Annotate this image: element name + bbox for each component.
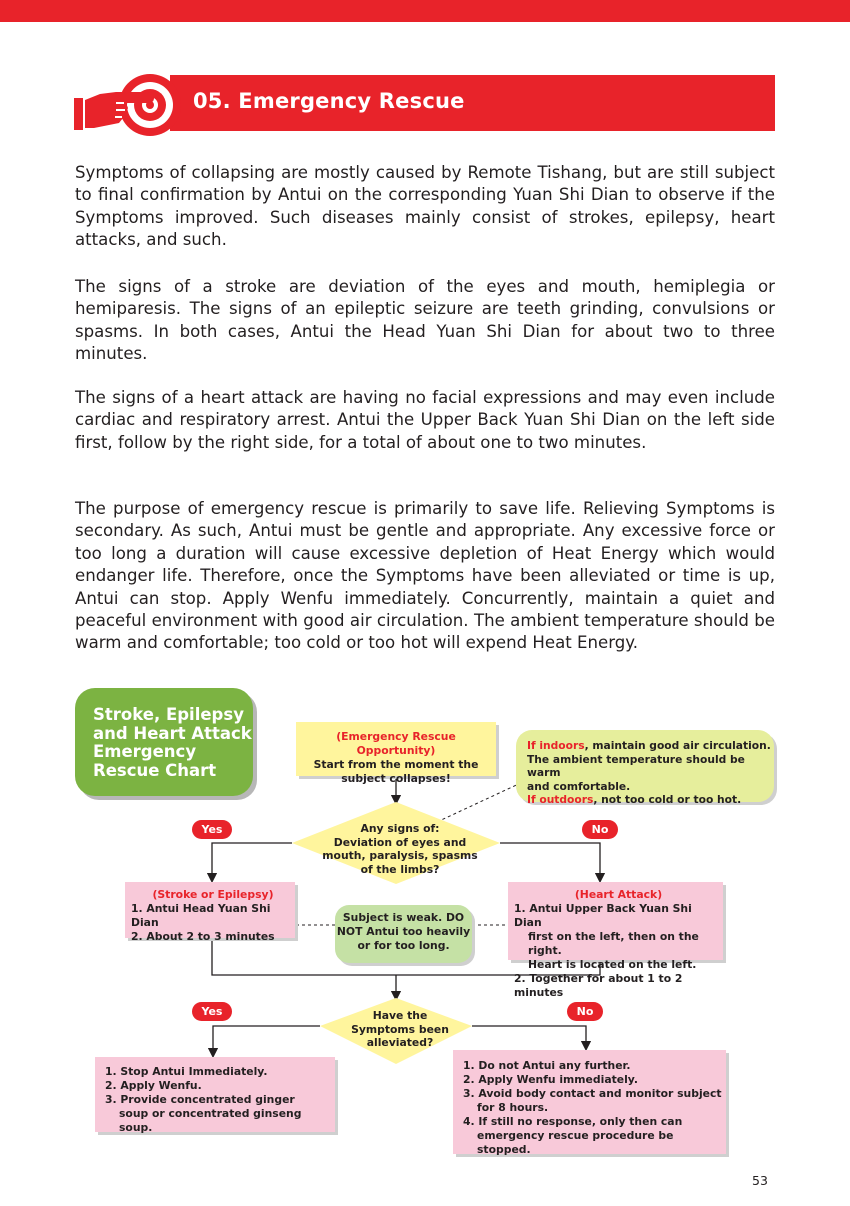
stroke-epilepsy-box: [125, 882, 295, 943]
rescue-opportunity-box: [296, 722, 496, 785]
outdoors-text: , not too cold or too hot.: [593, 793, 742, 807]
stop-item-3: 3. Provide concentrated ginger: [105, 1093, 295, 1106]
page-number: 53: [752, 1173, 768, 1188]
opportunity-heading: (Emergency Rescue Opportunity): [336, 730, 456, 757]
paragraph-rescue-purpose: The purpose of emergency rescue is primarily to save life. Relieving Symptoms is secondary. As such, Antui must be gentle and appropriate. Any excessive force or too long a duration will cause excessive depletion of Heat Energy which would endanger life. Therefore, once the Symptoms have been alleviated or time is up, Antui can stop. Apply Wenfu immediately. Concurrently, maintain a quiet and peaceful environment with good air circulation. The ambient temperature should be warm and comfortable; too cold or too hot will expend Heat Energy.: [75, 499, 775, 653]
connector-no-branch: [500, 843, 600, 878]
continue-item-4: 4. If still no response, only then can: [463, 1115, 683, 1128]
no-improvement-box: [453, 1050, 726, 1154]
decision-signs-line-4: of the limbs?: [360, 862, 440, 876]
heart-item-1: 1. Antui Upper Back Yuan Shi Dian: [514, 902, 692, 929]
opportunity-line-1: Start from the moment the: [313, 758, 479, 771]
decision-signs-line-1: Any signs of:: [360, 822, 440, 835]
section-title: 05. Emergency Rescue: [193, 89, 465, 113]
stroke-heading: (Stroke or Epilepsy): [152, 888, 274, 901]
connector-environment-note: [437, 781, 525, 822]
stop-item-1: 1. Stop Antui Immediately.: [105, 1065, 268, 1078]
decision-signs-line-2: Deviation of eyes and: [333, 835, 467, 849]
stroke-item-2: 2. About 2 to 3 minutes: [131, 930, 275, 943]
paragraph-heart-attack-signs: The signs of a heart attack are having no facial expressions and may even include cardiac and respiratory arrest. Antui the Upper Back Yuan Shi Dian on the left side first, follow by the right side, for a total of about one to two minutes.: [75, 388, 775, 452]
yes-badge: Yes: [192, 820, 232, 839]
decision-signs-text: [318, 822, 482, 876]
connector-yes-branch: [212, 843, 292, 878]
decision-alleviated-text: [335, 1009, 465, 1050]
environment-line-3: and comfortable.: [527, 779, 631, 793]
continue-item-3: 3. Avoid body contact and monitor subject: [463, 1087, 722, 1100]
heart-item-1-cont-2: Heart is located on the left.: [528, 958, 697, 971]
outdoors-label: If outdoors: [527, 793, 594, 807]
stop-item-3-cont: soup or concentrated ginseng soup.: [119, 1107, 302, 1134]
decision-alleviated-line-2: Symptoms been: [351, 1022, 449, 1036]
continue-item-4-cont: emergency rescue procedure be stopped.: [477, 1129, 674, 1156]
decision-alleviated-line-3: alleviated?: [366, 1036, 434, 1049]
continue-item-3-cont: for 8 hours.: [477, 1101, 549, 1114]
environment-note-box: [516, 730, 774, 807]
environment-line-2: The ambient temperature should be warm: [527, 752, 745, 780]
stop-antui-box: [95, 1057, 335, 1132]
no-badge: No: [567, 1002, 603, 1021]
continue-item-1: 1. Do not Antui any further.: [463, 1059, 631, 1072]
paragraph-stroke-signs: The signs of a stroke are deviation of the eyes and mouth, hemiplegia or hemiparesis. The signs of an epileptic seizure are teeth grinding, convulsions or spasms. In both cases, Antui the Head Yuan Shi Dian for about two to three minutes.: [75, 277, 775, 364]
yes-badge: Yes: [192, 1002, 232, 1021]
stop-item-2: 2. Apply Wenfu.: [105, 1079, 202, 1092]
continue-item-2: 2. Apply Wenfu immediately.: [463, 1073, 638, 1086]
weak-line-3: or for too long.: [357, 939, 450, 952]
stroke-item-1: 1. Antui Head Yuan Shi Dian: [131, 902, 271, 929]
indoors-text: , maintain good air circulation.: [584, 739, 771, 752]
weak-line-1: Subject is weak. DO: [342, 911, 465, 924]
decision-signs-line-3: mouth, paralysis, spasms: [322, 849, 478, 862]
opportunity-line-2: subject collapses!: [341, 772, 451, 785]
heart-item-2: 2. Together for about 1 to 2 minutes: [514, 972, 683, 999]
connector-no-branch-2: [472, 1026, 586, 1046]
weak-line-2: NOT Antui too heavily: [336, 925, 471, 938]
no-badge: No: [582, 820, 618, 839]
heart-heading: (Heart Attack): [574, 888, 663, 901]
heart-item-1-cont-1: first on the left, then on the right.: [528, 930, 699, 957]
chart-title: Stroke, Epilepsy and Heart Attack Emergency Rescue Chart: [93, 705, 252, 780]
indoors-label: If indoors: [527, 739, 585, 752]
connector-yes-branch-2: [213, 1026, 320, 1053]
paragraph-collapse-causes: Symptoms of collapsing are mostly caused by Remote Tishang, but are still subject to final confirmation by Antui on the corresponding Yuan Shi Dian to observe if the Symptoms improved. Such diseases mainly consist of strokes, epilepsy, heart attacks, and such.: [75, 163, 775, 250]
heart-attack-box: [508, 882, 723, 999]
weak-subject-note: [335, 905, 472, 963]
decision-alleviated-line-1: Have the: [372, 1009, 428, 1022]
